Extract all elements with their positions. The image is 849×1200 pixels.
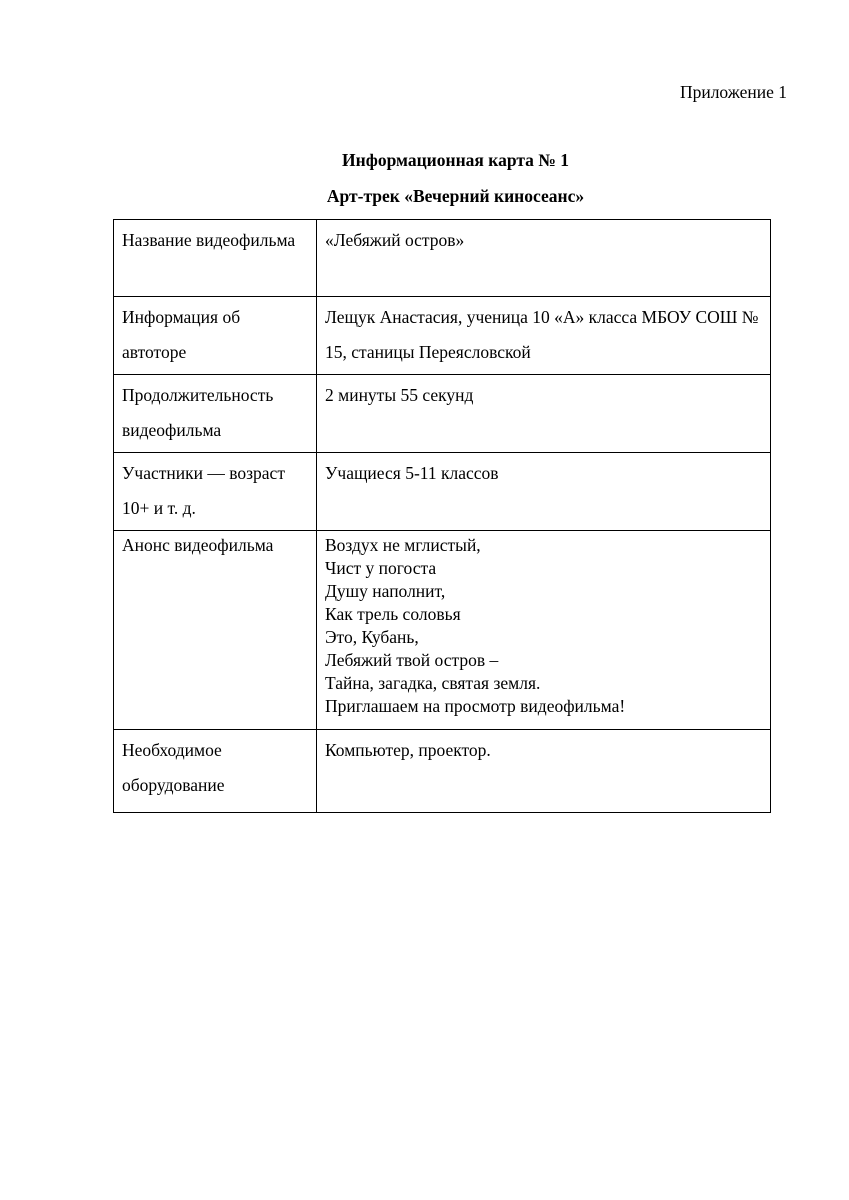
row-label-duration: Продолжительность видеофильма xyxy=(114,375,317,453)
table-row xyxy=(114,453,771,531)
row-value-duration: 2 минуты 55 секунд xyxy=(317,375,771,453)
table-row xyxy=(114,220,771,297)
table-row xyxy=(114,375,771,453)
poem-line: Тайна, загадка, святая земля. xyxy=(325,673,541,693)
row-label-author: Информация об автоторе xyxy=(114,297,317,375)
poem-line: Как трель соловья xyxy=(325,604,461,624)
row-value-equipment: Компьютер, проектор. xyxy=(317,730,771,813)
poem-line: Приглашаем на просмотр видеофильма! xyxy=(325,696,626,716)
appendix-label: Приложение 1 xyxy=(679,82,787,102)
table-row xyxy=(114,730,771,813)
row-value-announcement xyxy=(317,531,771,730)
row-label-equipment: Необходимое оборудование xyxy=(114,730,317,813)
poem-line: Это, Кубань, xyxy=(325,627,419,647)
row-value-participants: Учащиеся 5-11 классов xyxy=(317,453,771,531)
row-label-participants: Участники — возраст 10+ и т. д. xyxy=(114,453,317,531)
row-value-author: Лещук Анастасия, ученица 10 «А» класса МБОУ СОШ № 15, станицы Переясловской xyxy=(317,297,771,375)
poem-line: Чист у погоста xyxy=(325,558,437,578)
row-label-film-title: Название видеофильма xyxy=(114,220,317,297)
poem-line: Воздух не мглистый, xyxy=(325,535,481,555)
row-value-film-title: «Лебяжий остров» xyxy=(317,220,771,297)
info-card-table xyxy=(113,219,771,813)
document-subtitle: Арт-трек «Вечерний киносеанс» xyxy=(326,186,585,206)
poem-line: Лебяжий твой остров – xyxy=(325,650,499,670)
row-label-announcement: Анонс видеофильма xyxy=(114,531,317,730)
document-title: Информационная карта № 1 xyxy=(342,150,569,170)
poem-line: Душу наполнит, xyxy=(325,581,446,601)
table-row xyxy=(114,297,771,375)
table-row xyxy=(114,531,771,730)
